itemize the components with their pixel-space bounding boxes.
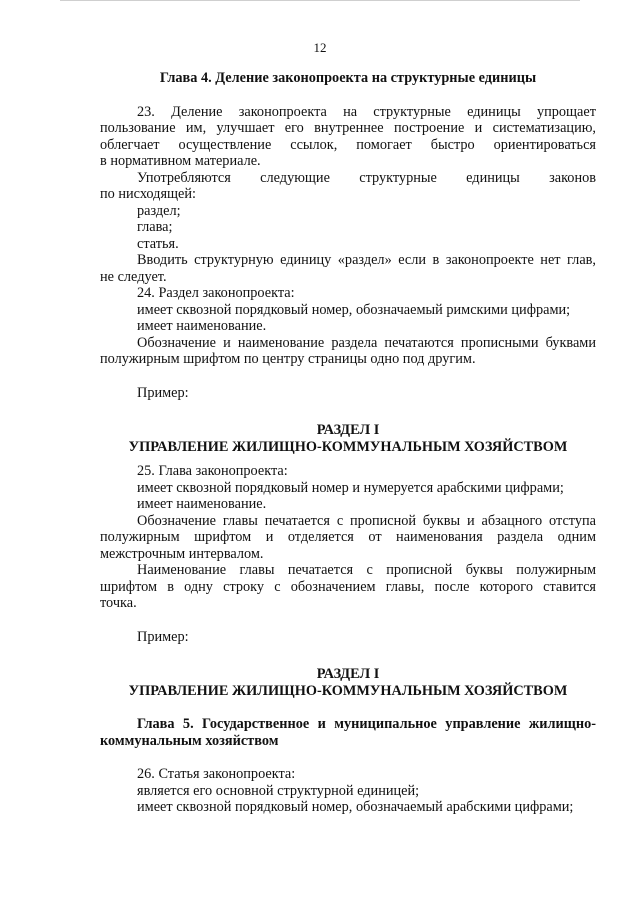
section-rule-line1: Вводить структурную единицу «раздел» если в законопроекте нет глав, — [137, 252, 596, 268]
list-item-article: статья. — [137, 235, 179, 252]
p23-line4: в нормативном материале. — [100, 153, 261, 169]
p24-item2: имеет наименование. — [137, 318, 267, 334]
p26-item1: является его основной структурной единицей; — [137, 782, 420, 799]
example-label-2: Пример: — [137, 628, 189, 645]
p25-title: 25. Глава законопроекта: — [137, 463, 288, 479]
p23-line2: пользование им, улучшает его внутреннее построение и систематизацию, — [100, 120, 596, 136]
example1-section-name: УПРАВЛЕНИЕ ЖИЛИЩНО-КОММУНАЛЬНЫМ ХОЗЯЙСТВОМ — [128, 438, 568, 455]
p24-note-line1: Обозначение и наименование раздела печатаются прописными буквами — [137, 334, 596, 351]
example1-section-title: РАЗДЕЛ I — [316, 422, 380, 438]
list-item-section: раздел; — [137, 202, 181, 219]
p25-note1-line1: Обозначение главы печатается с прописной буквы и абзацного отступа — [137, 512, 596, 529]
top-edge-line — [60, 0, 580, 1]
document-body — [100, 70, 596, 816]
list-item-chapter: глава; — [137, 219, 173, 235]
p25-note2-line1: Наименование главы печатается с прописной буквы полужирным — [137, 562, 596, 578]
example-label-1: Пример: — [137, 384, 189, 401]
used-units-line2: по нисходящей: — [100, 186, 197, 202]
example2-section-title: РАЗДЕЛ I — [316, 666, 380, 682]
p26-item2: имеет сквозной порядковый номер, обозначаемый арабскими цифрами; — [137, 799, 574, 815]
chapter-4-title: Глава 4. Деление законопроекта на структурные единицы — [159, 70, 537, 86]
p23-line1: 23. Деление законопроекта на структурные единицы упрощает — [137, 103, 596, 120]
chapter-5-title-line2: коммунальным хозяйством — [100, 732, 279, 749]
p25-item1: имеет сквозной порядковый номер и нумеруется арабскими цифрами; — [137, 479, 564, 496]
p25-note1-line3: межстрочным интервалом. — [100, 545, 264, 562]
section-rule-line2: не следует. — [100, 268, 167, 285]
p26-title: 26. Статья законопроекта: — [137, 766, 296, 782]
chapter-5-title-line1: Глава 5. Государственное и муниципальное управление жилищно- — [137, 716, 596, 732]
p24-note-line2: полужирным шрифтом по центру страницы одно под другим. — [100, 351, 476, 367]
p24-item1: имеет сквозной порядковый номер, обозначаемый римскими цифрами; — [137, 301, 571, 318]
example2-section-name: УПРАВЛЕНИЕ ЖИЛИЩНО-КОММУНАЛЬНЫМ ХОЗЯЙСТВОМ — [128, 682, 568, 699]
p25-item2: имеет наименование. — [137, 496, 267, 512]
page-number: 12 — [313, 40, 327, 55]
p25-note2-line2: шрифтом в одну строку с обозначением главы, после которого ставится — [100, 578, 596, 595]
p23-line3: облегчает осуществление ссылок, помогает быстро ориентироваться — [100, 136, 596, 153]
p25-note2-line3: точка. — [100, 595, 137, 611]
p25-note1-line2: полужирным шрифтом и отделяется от наименования раздела одним — [100, 529, 596, 545]
used-units-line1: Употребляются следующие структурные единицы законов — [137, 169, 596, 186]
p24-title: 24. Раздел законопроекта: — [137, 285, 295, 301]
